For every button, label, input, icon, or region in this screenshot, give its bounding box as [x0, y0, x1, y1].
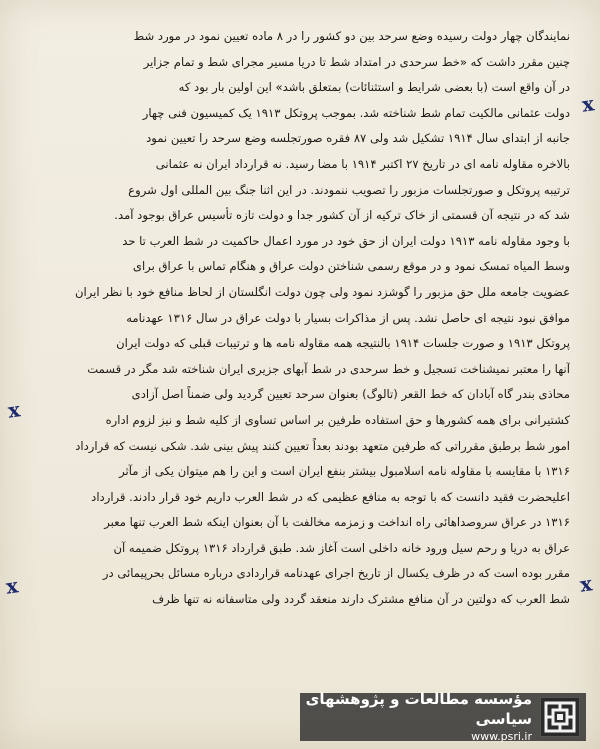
- text-line: با وجود مقاوله نامه ۱۹۱۳ دولت ایران از حق خود در مورد اعمال حاکمیت در شط العرب تا حد: [122, 233, 570, 248]
- text-line: موافق نبود نتیجه ای حاصل نشد. پس از مذاکرات بسیار با دولت عراق در سال ۱۳۱۶ عهدنامه: [126, 310, 570, 325]
- text-line: جانبه از ابتدای سال ۱۹۱۴ تشکیل شد ولی ۸۷ فقره صورتجلسه وضع سرحد را تعیین نمود: [146, 131, 570, 146]
- text-line: آنها را معتبر نمیشناخت تسجیل و خط سرحدی در شط آبهای جزیری ایران شناخته شد مگر در قسمت: [87, 361, 570, 376]
- margin-mark: x: [580, 91, 596, 117]
- text-line: محاذی بندر گاه آبادان که خط القعر (تالوگ) بعنوان سرحد تعیین گردید ولی ضمناً اصل آزادی: [131, 387, 570, 402]
- text-line: نمایندگان چهار دولت رسیده وضع سرحد بین دو کشور را در ۸ ماده تعیین نمود در مورد شط: [133, 29, 570, 43]
- text-line: وسط المیاه تمسک نمود و در موقع رسمی شناختن دولت عراق و هنگام تماس با عراق برای: [132, 259, 570, 274]
- text-line: پروتکل ۱۹۱۳ و صورت جلسات ۱۹۱۴ بالنتیجه همه مقاوله نامه ها و ترتیبات قبلی که دولت ایران: [116, 336, 570, 351]
- text-line: شط العرب که دولتین در آن منافع مشترک دارند منعقد گردد ولی متاسفانه نه تنها ظرف: [152, 592, 570, 607]
- institute-name: مؤسسه مطالعات و پژوهشهای سیاسی: [305, 690, 532, 728]
- margin-mark: x: [6, 397, 22, 423]
- text-line: مقرر بوده است که در ظرف یکسال از تاریخ اجرای عهدنامه قراردادی درباره مسائل بحرپیمائی در: [102, 566, 570, 581]
- text-line: ۱۳۱۶ در عراق سروصداهائی راه انداخت و زمزمه مخالفت با آن بعنوان اینکه شط العرب تنها معبر: [104, 515, 570, 530]
- text-line: اعلیحضرت فقید دانست که با توجه به منافع عظیمی که در شط العرب داریم خود قرار دادند. قرارداد: [91, 489, 570, 504]
- text-line: چنین مقرر داشت که «خط سرحدی در امتداد شط تا دریا مسیر مجرای شط و تمام جزایر: [143, 54, 570, 69]
- institute-watermark: [300, 690, 586, 743]
- text-line: بالاخره مقاوله نامه ای در تاریخ ۲۷ اکتبر ۱۹۱۴ با مضا رسید. نه قرارداد ایران نه عثمانی: [155, 156, 570, 171]
- text-line: شد که در نتیجه آن قسمتی از خاک ترکیه از آن کشور جدا و دولت تازه تأسیس عراق بوجود آمد.: [114, 208, 570, 223]
- text-line: عضویت جامعه ملل حق مزبور را گوشزد نمود ولی چون دولت انگلستان از لحاظ منافع خود با نظر ایران: [75, 284, 570, 299]
- text-line: دولت عثمانی مالکیت تمام شط شناخته شد. بموجب پروتکل ۱۹۱۳ یک کمیسیون فنی چهار: [142, 105, 570, 120]
- text-line: در آن واقع است (با بعضی شرایط و استثنائات) بمتعلق باشد» این اولین بار بود که: [178, 80, 570, 95]
- typed-document-body: [34, 24, 570, 613]
- margin-mark: x: [578, 571, 594, 597]
- margin-mark: x: [4, 573, 20, 599]
- institute-logo-icon: [540, 697, 580, 737]
- text-line: امور شط برطبق مقرراتی که طرفین متعهد بودند بعداً تعیین کنند پیش بینی شد. شکی نیست که قرارداد: [75, 438, 570, 453]
- text-line: ترتیبه پروتکل و صورتجلسات مزبور را تصویب ننمودند. در این اثنا جنگ بین المللی اول شروع: [128, 182, 570, 197]
- institute-url: www.psri.ir: [471, 730, 532, 743]
- text-line: ۱۳۱۶ با مقایسه با مقاوله نامه اسلامبول بیشتر بنفع ایران است و این را هم میتوان یکی از مآثر: [119, 464, 570, 479]
- text-line: کشتیرانی برای همه کشورها و حق استفاده طرفین بر اساس تساوی از کلیه شط و نیز لزوم اداره: [105, 412, 570, 427]
- text-line: عراق به دریا و رحم سیل ورود خانه داخلی است آغاز شد. طبق قرارداد ۱۳۱۶ پروتکل ضمیمه آن: [113, 540, 570, 555]
